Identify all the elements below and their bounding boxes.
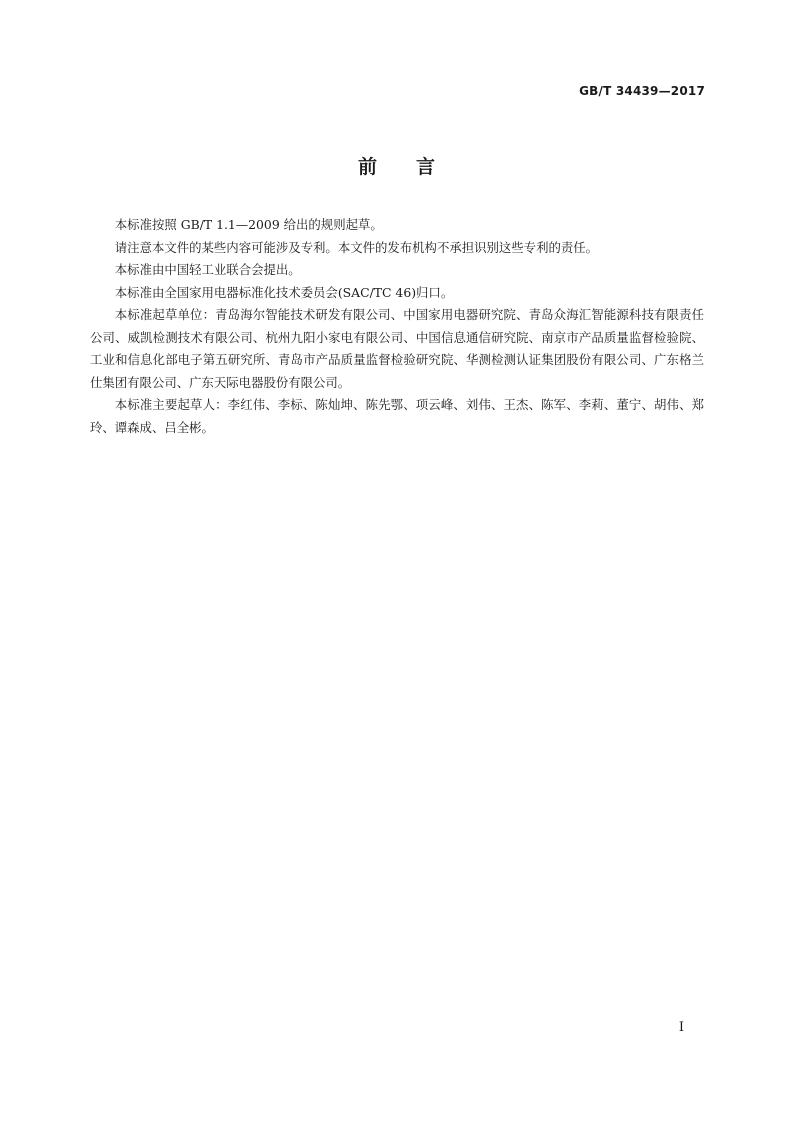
paragraph-proposer: 本标准由中国轻工业联合会提出。 xyxy=(114,262,301,277)
foreword-body xyxy=(90,214,704,439)
paragraph-technical-committee: 本标准由全国家用电器标准化技术委员会(SAC/TC 46)归口。 xyxy=(114,284,454,300)
paragraph-drafting-organizations: 本标准起草单位：青岛海尔智能技术研发有限公司、中国家用电器研究院、青岛众海汇智能源科技有限责任公司、威凯检测技术有限公司、杭州九阳小家电有限公司、中国信息通信研究院、南京市产品质量监督检验院、工业和信息化部电子第五研究所、青岛市产品质量监督检验研究院、华测检测认证集团股份有限公司、广东格兰仕集团有限公司、广东天际电器股份有限公司。 xyxy=(90,307,704,390)
page-number: I xyxy=(678,1020,684,1035)
standard-code: GB/T 34439—2017 xyxy=(579,84,705,98)
paragraph-patent-notice: 请注意本文件的某些内容可能涉及专利。本文件的发布机构不承担识别这些专利的责任。 xyxy=(114,239,599,255)
paragraph-main-drafters: 本标准主要起草人：李红伟、李标、陈灿坤、陈先鄂、项云峰、刘伟、王杰、陈军、李莉、董宁、胡伟、郑玲、谭森成、吕全彬。 xyxy=(90,397,704,435)
paragraph-drafting-rules: 本标准按照 GB/T 1.1—2009 给出的规则起草。 xyxy=(114,217,383,232)
page-title xyxy=(0,152,794,179)
title-char-2: 言 xyxy=(416,156,437,178)
title-char-1: 前 xyxy=(357,156,378,178)
